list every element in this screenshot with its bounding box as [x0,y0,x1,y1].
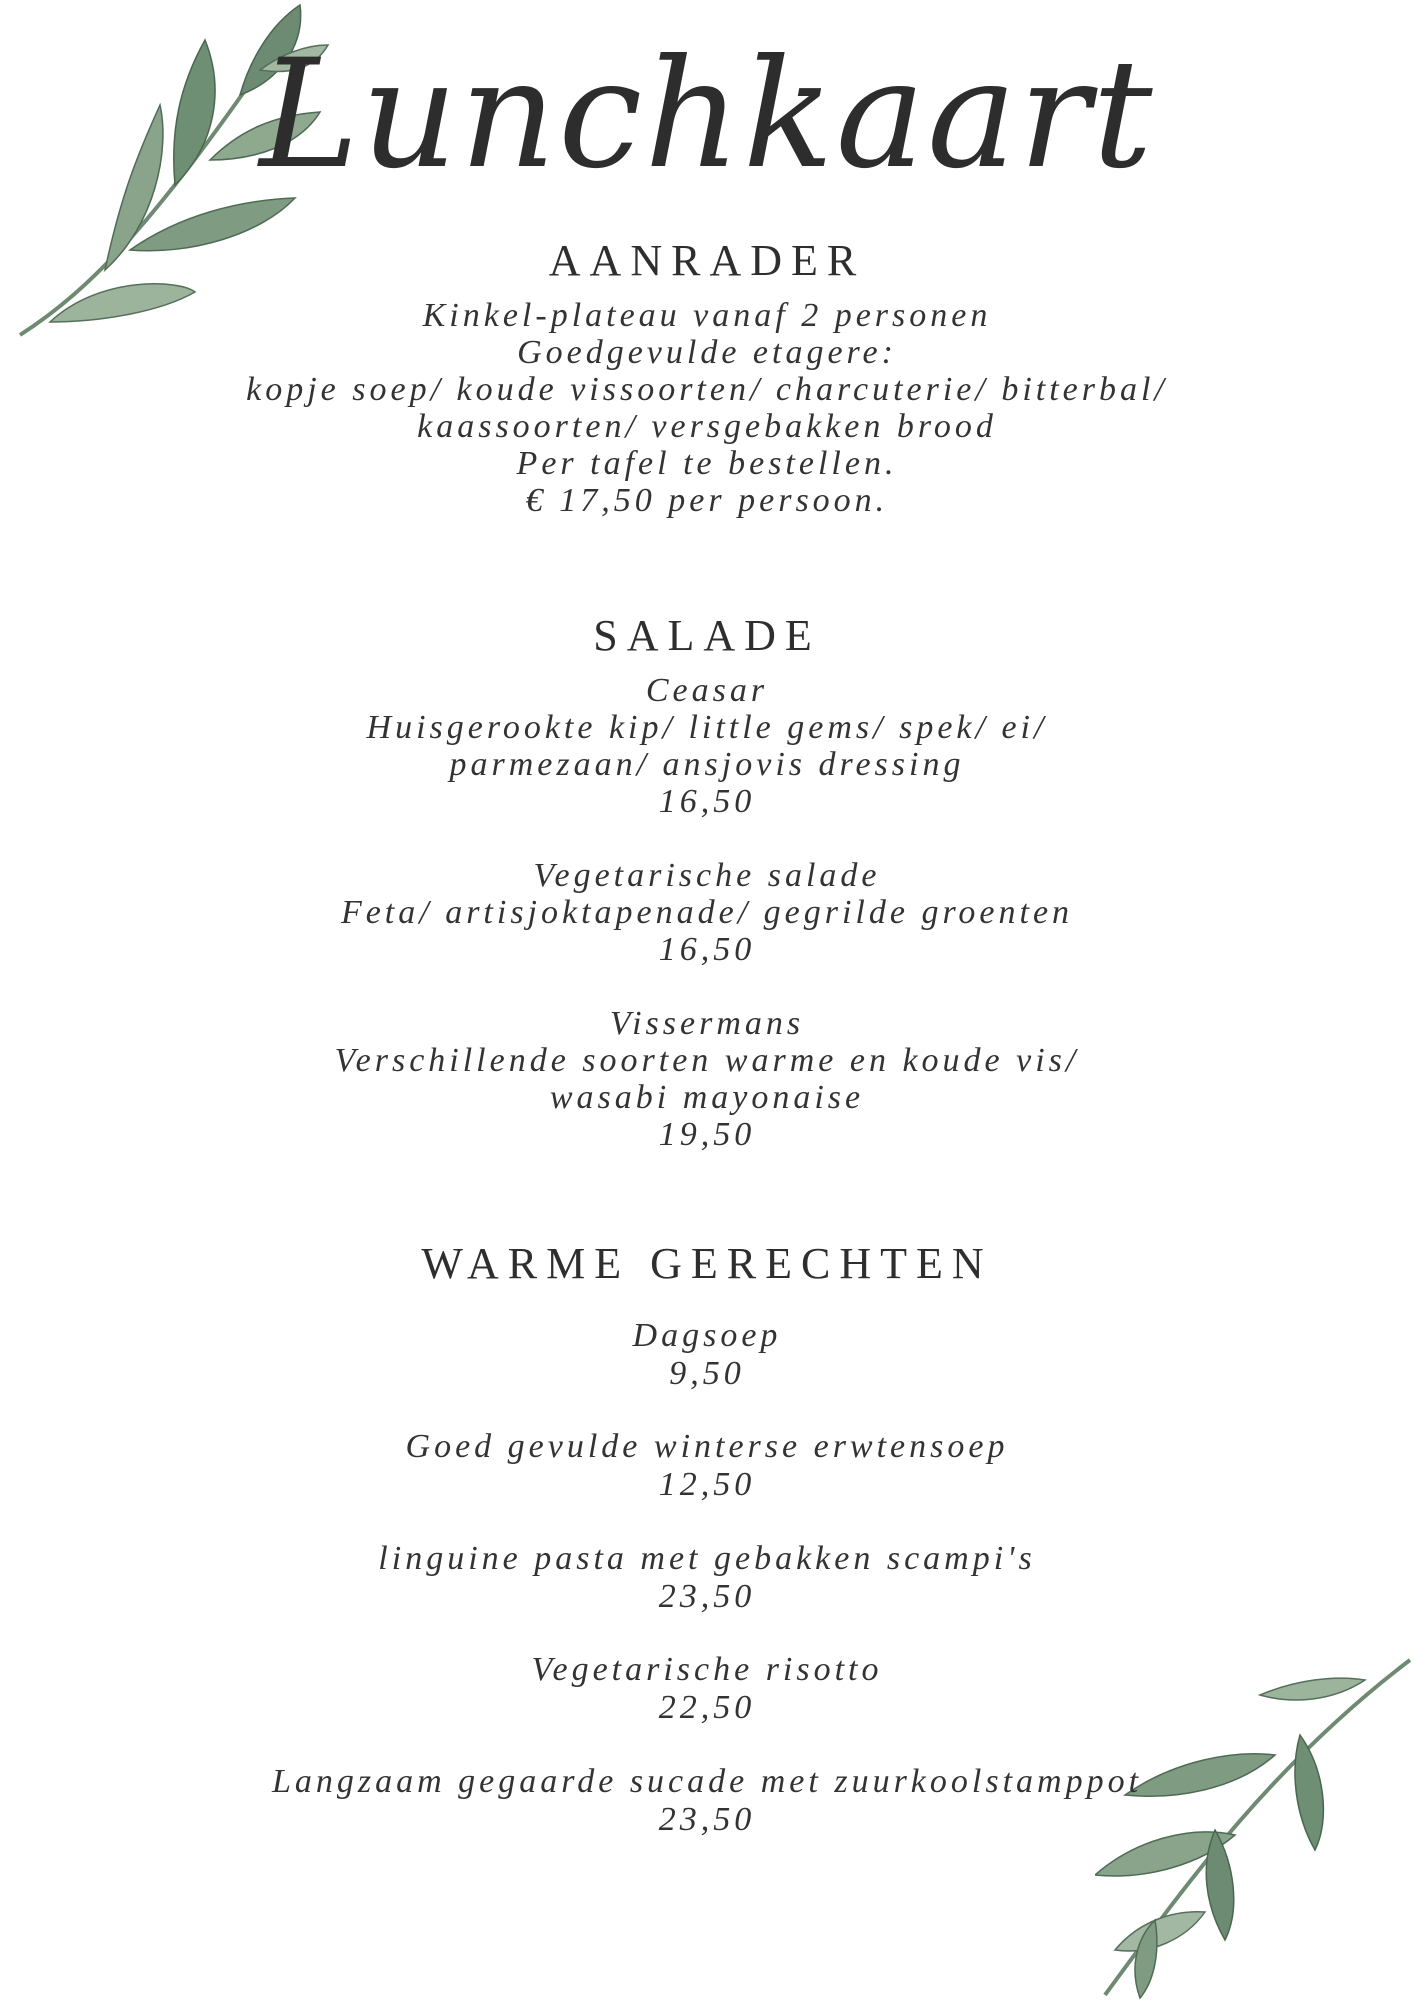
aanrader-line: kopje soep/ koude vissoorten/ charcuterie/ bitterbal/ [246,371,1168,408]
menu-item-description: Verschillende soorten warme en koude vis/ [334,1042,1080,1079]
menu-item-price: 23,50 [658,1578,756,1615]
menu-item-price: 22,50 [658,1689,756,1726]
aanrader-price: € 17,50 per persoon. [525,482,889,519]
aanrader-line: Goedgevulde etagere: [517,334,897,371]
menu-item-name: Vegetarische risotto [531,1651,883,1688]
aanrader-line: Per tafel te bestellen. [516,445,898,482]
section-heading-warme-gerechten: WARME GERECHTEN [421,1239,993,1288]
menu-item-price: 16,50 [658,931,756,968]
menu-item-description: Huisgerookte kip/ little gems/ spek/ ei/ [366,709,1048,746]
menu-item-description: Feta/ artisjoktapenade/ gegrilde groenten [340,894,1074,931]
menu-item-name: Ceasar [645,672,769,709]
menu-item-price: 19,50 [658,1116,756,1153]
menu-item-price: 12,50 [658,1466,756,1503]
page-title: Lunchkaart [259,28,1155,202]
menu-item-name: linguine pasta met gebakken scampi's [378,1540,1036,1577]
menu-item-name: Langzaam gegaarde sucade met zuurkoolstamppot [271,1763,1143,1800]
section-heading-aanrader: AANRADER [548,236,866,285]
menu-item-name: Goed gevulde winterse erwtensoep [405,1428,1009,1465]
menu-item-description: parmezaan/ ansjovis dressing [449,746,965,783]
menu-item-price: 9,50 [669,1355,745,1392]
menu-item-name: Vissermans [609,1005,805,1042]
aanrader-line: Kinkel-plateau vanaf 2 personen [422,297,992,334]
menu-item-description: wasabi mayonaise [549,1079,865,1116]
menu-item-name: Vegetarische salade [533,857,881,894]
menu-item-price: 23,50 [658,1801,756,1838]
menu-item-price: 16,50 [658,783,756,820]
section-heading-salade: SALADE [593,611,821,660]
menu-item-name: Dagsoep [632,1317,782,1354]
aanrader-line: kaassoorten/ versgebakken brood [417,408,997,445]
